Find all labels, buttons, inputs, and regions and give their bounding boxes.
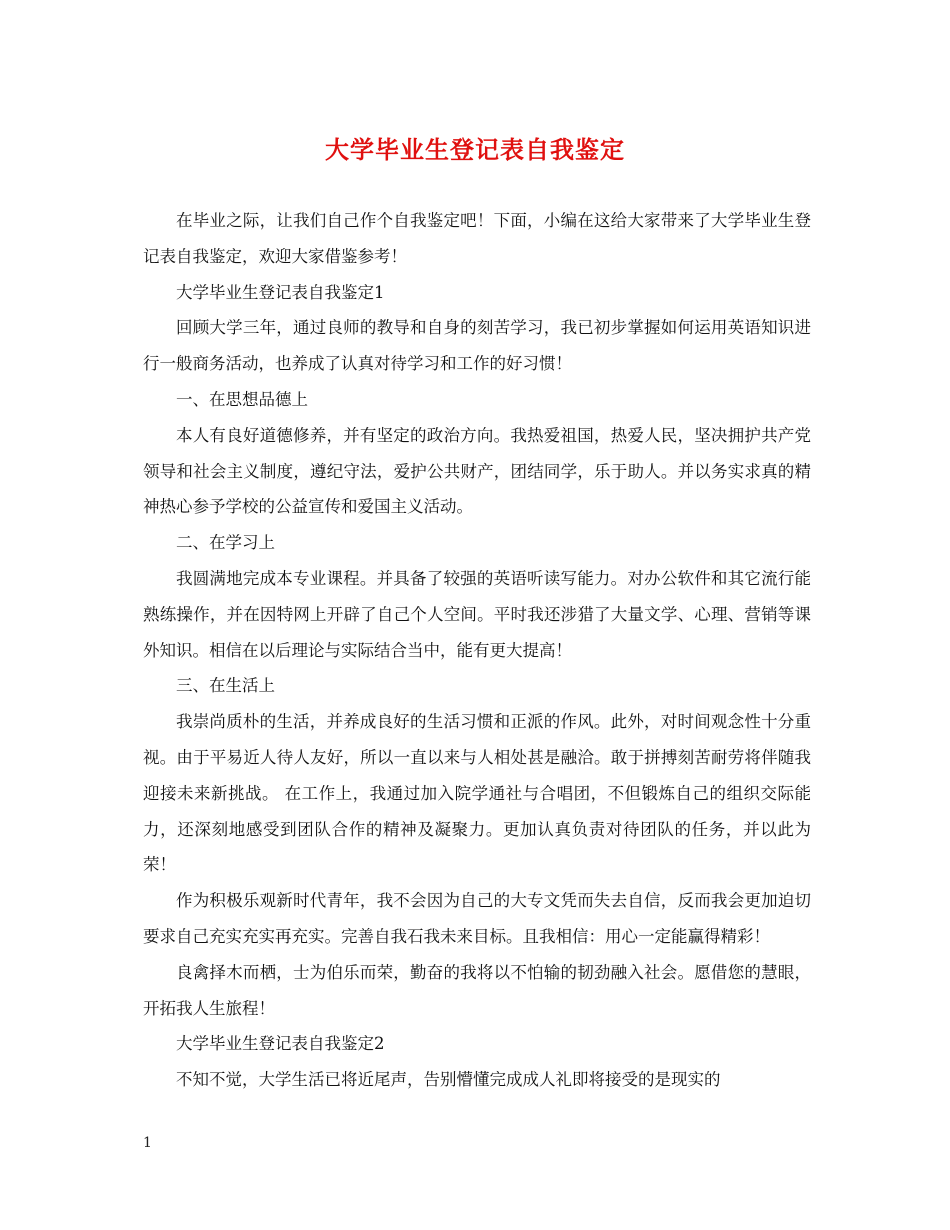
paragraph: 我崇尚质朴的生活，并养成良好的生活习惯和正派的作风。此外，对时间观念性十分重视。由于平易近人待人友好，所以一直以来与人相处甚是融洽。敢于拼搏刻苦耐劳将伴随我迎接未来新挑战。 在工作上，我通过加入院学通社与合唱团，不但锻炼自己的组织交际能力，还深刻地感受到团队合作的精神及凝聚力。更加认真负责对待团队的任务，并以此为荣！ [143,712,811,875]
subheading-study: 二、在学习上 [176,533,275,553]
paragraph: 我圆满地完成本专业课程。并具备了较强的英语听读写能力。对办公软件和其它流行能熟练操作，并在因特网上开辟了自己个人空间。平时我还涉猎了大量文学、心理、营销等课外知识。相信在以后理论与实际结合当中，能有更大提高！ [143,568,811,660]
paragraph: 良禽择木而栖，士为伯乐而荣，勤奋的我将以不怕输的韧劲融入社会。愿借您的慧眼，开拓我人生旅程！ [143,962,811,1018]
paragraph: 作为积极乐观新时代青年，我不会因为自己的大专文凭而失去自信，反而我会更加迫切要求自己充实充实再充实。完善自我石我未来目标。且我相信：用心一定能赢得精彩！ [143,891,811,946]
subheading-morality: 一、在思想品德上 [176,389,308,409]
paragraph: 本人有良好道德修养，并有坚定的政治方向。我热爱祖国，热爱人民，坚决拥护共产党领导和社会主义制度，遵纪守法，爱护公共财产，团结同学，乐于助人。并以务实求真的精神热心参予学校的公益宣传和爱国主义活动。 [143,425,811,517]
document-body [143,203,811,1098]
page-number: 1 [143,1135,152,1151]
section-heading-2: 大学毕业生登记表自我鉴定2 [176,1034,385,1054]
paragraph-intro: 在毕业之际，让我们自己作个自我鉴定吧！下面，小编在这给大家带来了大学毕业生登记表自我鉴定，欢迎大家借鉴参考！ [143,211,811,266]
document-title: 大学毕业生登记表自我鉴定 [325,135,625,164]
subheading-life: 三、在生活上 [176,676,275,696]
section-heading-1: 大学毕业生登记表自我鉴定1 [176,282,385,302]
paragraph: 回顾大学三年，通过良师的教导和自身的刻苦学习，我已初步掌握如何运用英语知识进行一般商务活动，也养成了认真对待学习和工作的好习惯！ [143,318,811,374]
paragraph: 不知不觉，大学生活已将近尾声，告别懵懂完成成人礼即将接受的是现实的 [176,1070,721,1090]
